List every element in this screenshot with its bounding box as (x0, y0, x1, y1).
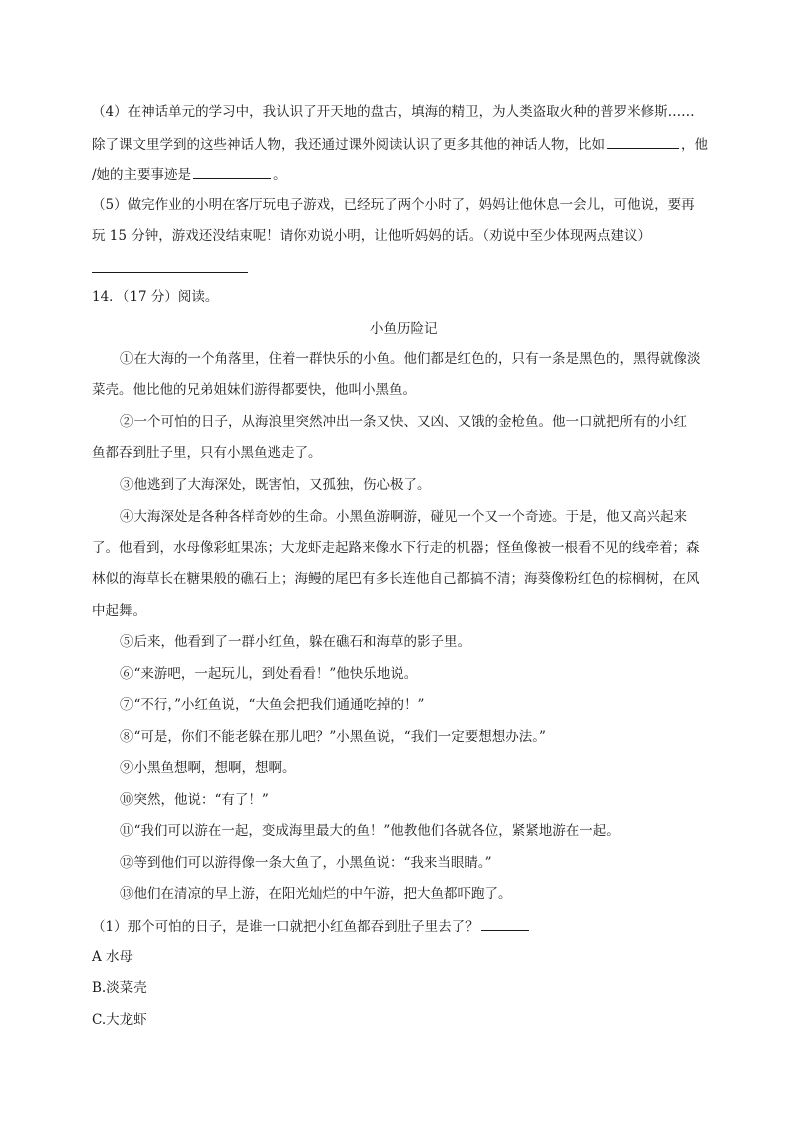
passage-paragraph: ⑥“来游吧，一起玩儿，到处看看！”他快乐地说。 (120, 666, 418, 682)
q13-item5-line2: 玩 15 分钟，游戏还没结束呢！请你劝说小明，让他听妈妈的话。（劝说中至少体现两点建议） (92, 228, 652, 244)
question-1-answer-blank[interactable] (481, 916, 529, 931)
option-c[interactable]: C.大龙虾 (92, 1012, 147, 1028)
q14-header: 14．（17 分）阅读。 (92, 289, 219, 305)
passage-paragraph: ⑦“不行，”小红鱼说，“大鱼会把我们通通吃掉的！” (120, 697, 425, 713)
q13-item5-answer-line[interactable] (92, 272, 248, 273)
passage-paragraph: ⑪“我们可以游在一起，变成海里最大的鱼！”他教他们各就各位，紧紧地游在一起。 (120, 823, 620, 839)
passage-paragraph: ④大海深处是各种各样奇妙的生命。小黑鱼游啊游，碰见一个又一个奇迹。于是，他又高兴起来 (120, 509, 687, 525)
q13-item4-line2-text: 除了课文里学到的这些神话人物，我还通过课外阅读认识了更多其他的神话人物，比如 (92, 137, 605, 153)
question-1 (92, 916, 531, 936)
passage-paragraph: 鱼都吞到肚子里，只有小黑鱼逃走了。 (92, 445, 322, 461)
passage-paragraph: ③他逃到了大海深处，既害怕，又孤独，伤心极了。 (120, 477, 431, 493)
q13-item4-line3-text: /她的主要事迹是 (92, 167, 192, 183)
passage-paragraph: ⑬他们在清凉的早上游，在阳光灿烂的中午游，把大鱼都吓跑了。 (120, 886, 512, 902)
passage-paragraph: ①在大海的一个角落里，住着一群快乐的小鱼。他们都是红色的，只有一条是黑色的，黑得就像淡 (120, 351, 701, 367)
q13-item4-blank-deeds[interactable] (193, 164, 271, 179)
passage-paragraph: ⑧“可是，你们不能老躲在那儿吧？”小黑鱼说，“我们一定要想想办法。” (120, 729, 546, 745)
option-b[interactable]: B.淡菜壳 (92, 980, 147, 996)
q13-item4-line2 (92, 134, 708, 154)
q13-item4-blank-name[interactable] (607, 134, 679, 149)
passage-paragraph: ⑨小黑鱼想啊，想啊，想啊。 (120, 760, 296, 776)
passage-paragraph: 了。他看到，水母像彩虹果冻；大龙虾走起路来像水下行走的机器；怪鱼像被一根看不见的线牵着；森 (92, 540, 700, 556)
q13-item4-line2-suffix: ，他 (681, 137, 708, 153)
passage-paragraph: 菜壳。他比他的兄弟姐妹们游得都要快，他叫小黑鱼。 (92, 382, 416, 398)
passage-paragraph: ⑩突然，他说：“有了！” (120, 792, 269, 808)
passage-paragraph: 林似的海草长在糖果般的礁石上；海鳗的尾巴有多长连他自己都搞不清；海葵像粉红色的棕榈树，在风 (92, 571, 700, 587)
passage-paragraph: 中起舞。 (92, 603, 146, 619)
q13-item5-line1: （5）做完作业的小明在客厅玩电子游戏，已经玩了两个小时了，妈妈让他休息一会儿，可他说，要再 (92, 197, 695, 213)
q13-item4-line3-suffix: 。 (273, 167, 287, 183)
passage-paragraph: ②一个可怕的日子，从海浪里突然冲出一条又快、又凶、又饿的金枪鱼。他一口就把所有的小红 (120, 414, 687, 430)
passage-paragraph: ⑫等到他们可以游得像一条大鱼了，小黑鱼说：“我来当眼睛。” (120, 855, 492, 871)
passage-paragraph: ⑤后来，他看到了一群小红鱼，躲在礁石和海草的影子里。 (120, 634, 471, 650)
passage-title: 小鱼历险记 (370, 321, 438, 337)
option-a[interactable]: A 水母 (92, 949, 134, 965)
question-1-text: （1）那个可怕的日子，是谁一口就把小红鱼都吞到肚子里去了？ (92, 919, 479, 935)
q13-item4-line1: （4）在神话单元的学习中，我认识了开天地的盘古，填海的精卫，为人类盗取火种的普罗米修斯…… (92, 104, 695, 120)
q13-item4-line3 (92, 164, 287, 184)
